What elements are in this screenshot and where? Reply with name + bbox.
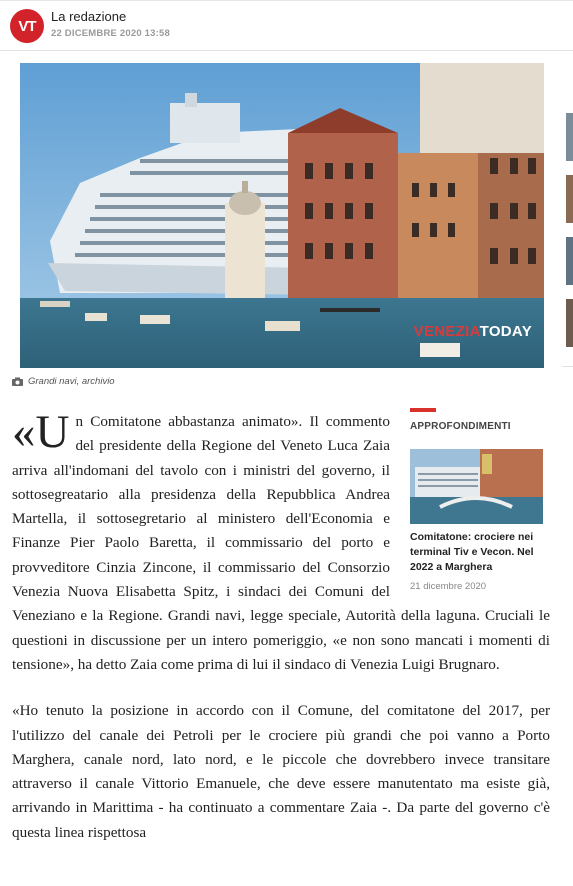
image-caption xyxy=(12,376,115,387)
camera-icon xyxy=(12,377,23,386)
publish-date: 22 DICEMBRE 2020 13:58 xyxy=(51,28,170,39)
article-paragraph-2: «Ho tenuto la posizione in accordo con il Comune, del comitatone del 2017, per l'utilizzo del canale dei Petroli per le crociere più grandi che poi vanno a Porto Marghera, canale nord, lato nord, e le piccole che dovrebbero invece transitare attraverso il canale Vittorio Emanuele, che deve essere manutentato ma esiste già, arrivando in Marittima - ha continuato a commentare Zaia -. Da parte del governo c'è questa linea rispettosa xyxy=(12,702,550,841)
sidebar-thumbnail[interactable] xyxy=(566,113,573,161)
header-divider xyxy=(0,50,573,51)
venezia-today-logo[interactable]: VT xyxy=(10,9,44,43)
sidebar-thumbnails-partial[interactable] xyxy=(566,63,573,363)
approfondimenti-accent-bar xyxy=(410,408,436,412)
approfondimenti-thumbnail[interactable] xyxy=(410,449,543,524)
sidebar-thumbnail[interactable] xyxy=(566,237,573,285)
caption-text: Grandi navi, archivio xyxy=(28,376,115,387)
approfondimenti-headline-link[interactable]: Comitatone: crociere nei terminal Tiv e Vecon. Nel 2022 a Marghera xyxy=(410,531,534,573)
article-body xyxy=(12,406,550,845)
related-article-photo xyxy=(410,449,543,524)
sidebar-thumbnail[interactable] xyxy=(566,175,573,223)
paragraph-1-text: n Comitatone abbastanza animato». Il commento del presidente della Regione del Veneto Luca Zaia arriva all'indomani del tavolo con i ministri del governo, il sottosegreatario alla presidenza della Repubblica Andrea Martella, il sottosegretario al ministero dell'Economia e Finanze Pier Paolo Baretta, il commissario del porto e provveditore Cinzia Zincone, il commissario del Consorzio Venezia Nuova Elisabetta Spitz, i sindaci dei Comuni del Veneziano e la Regione. Grandi navi, legge speciale, Autorità della laguna. Cruciali le questioni in discussione per un intero pomeriggio, «e non sono mancati i momenti di tensione», ha detto Zaia come prima di lui il sindaco di Venezia Luigi Brugnaro. xyxy=(12,413,550,673)
sidebar-thumbnail[interactable] xyxy=(566,299,573,347)
hero-image[interactable] xyxy=(20,63,544,368)
dropcap: «U xyxy=(12,406,70,458)
author-name[interactable]: La redazione xyxy=(51,9,127,24)
venezia-today-watermark: VENEZIATODAY xyxy=(413,323,532,340)
approfondimenti-date: 21 dicembre 2020 xyxy=(410,581,487,592)
sidebar-divider xyxy=(562,366,573,367)
top-border xyxy=(0,0,573,1)
approfondimenti-title: APPROFONDIMENTI xyxy=(410,421,511,432)
approfondimenti-box xyxy=(410,408,550,592)
